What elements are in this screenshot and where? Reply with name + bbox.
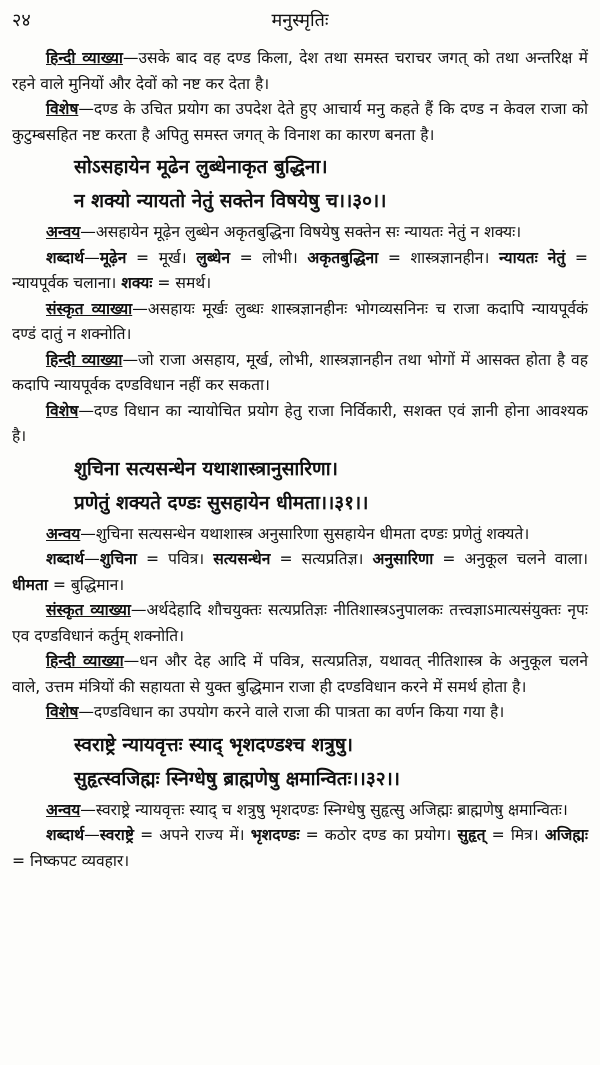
- paragraph-text: शुचिना सत्यसन्धेन यथाशास्त्र अनुसारिणा सुसहायेन धीमता दण्डः प्रणेतुं शक्यते।: [95, 524, 530, 543]
- gloss-meaning: मूर्ख।: [158, 248, 187, 267]
- verse-shloka: [12, 150, 588, 218]
- paragraph-text: असहायः मूर्खः लुब्धः शास्त्रज्ञानहीनः भोगव्यसनिनः च राजा कदापि न्यायपूर्वकं दण्डं दातुं न शक्नोति।: [12, 299, 588, 343]
- commentary-paragraph: विशेष—दण्ड के उचित प्रयोग का उपदेश देते हुए आचार्य मनु कहते हैं कि दण्ड न केवल राजा को कुटुम्बसहित नष्ट करता है अपितु समस्त जगत् के विनाश का कारण बनता है।: [12, 100, 588, 144]
- running-title: मनुस्मृतिः: [271, 10, 329, 31]
- section-label: शब्दार्थ: [46, 550, 85, 568]
- gloss-term: अनुसारिणा: [372, 550, 434, 568]
- gloss-meaning: सत्यप्रतिज्ञ।: [301, 550, 364, 568]
- gloss-meaning: निष्कपट व्यवहार।: [30, 851, 130, 870]
- section-label: शब्दार्थ: [46, 248, 85, 267]
- gloss-meaning: अपने राज्य में।: [159, 826, 245, 844]
- verse-line: शुचिना सत्यसन्धेन यथाशास्त्रानुसारिणा।: [74, 457, 338, 480]
- page-header: [12, 6, 588, 46]
- section-label: शब्दार्थ: [46, 826, 85, 844]
- word-meaning-paragraph: शब्दार्थ—शुचिना = पवित्र। सत्यसन्धेन = सत्यप्रतिज्ञ। अनुसारिणा = अनुकूल चलने वाला। धीमता = बुद्धिमान।: [12, 550, 589, 594]
- commentary-paragraph: विशेष—दण्डविधान का उपयोग करने वाले राजा की पात्रता का वर्णन किया गया है।: [46, 703, 505, 721]
- verse-line: सोऽसहायेन मूढेन लुब्धेनाकृत बुद्धिना।: [74, 156, 328, 178]
- gloss-term: शक्यः: [121, 274, 153, 292]
- section-label: हिन्दी व्याख्या: [46, 49, 123, 67]
- section-label: अन्वय: [46, 800, 81, 819]
- paragraph-text: धन और देह आदि में पवित्र, सत्यप्रतिज्ञ, यथावत् नीतिशास्त्र के अनुकूल चलने वाले, उत्तम मंत्रियों की सहायता से युक्त बुद्धिमान राजा ही दण्डविधान करने में समर्थ होता है।: [12, 652, 588, 696]
- gloss-meaning: मित्र।: [510, 826, 539, 844]
- page-number: २४: [12, 10, 31, 31]
- word-meaning-paragraph: शब्दार्थ—स्वराष्ट्रे = अपने राज्य में। भृशदण्डः = कठोर दण्ड का प्रयोग। सुहृत् = मित्र। अजिह्मः = निष्कपट व्यवहार।: [12, 826, 589, 870]
- verse-line: न शक्यो न्यायतो नेतुं सक्तेन विषयेषु च।।३०।।: [74, 190, 387, 212]
- paragraph-text: जो राजा असहाय, मूर्ख, लोभी, शास्त्रज्ञानहीन तथा भोगों में आसक्त होता है वह कदापि न्यायपूर्वक दण्डविधान नहीं कर सकता।: [12, 350, 588, 394]
- section-label: हिन्दी व्याख्या: [46, 350, 123, 369]
- section-label: अन्वय: [46, 524, 81, 543]
- section-label: विशेष: [46, 401, 79, 420]
- paragraph-text: उसके बाद वह दण्ड किला, देश तथा समस्त चराचर जगत् को तथा अन्तरिक्ष में रहने वाले मुनियों और देवों को नष्ट कर देता है।: [12, 49, 588, 93]
- commentary-paragraph: संस्कृत व्याख्या—अर्थदेहादि शौचयुक्तः सत्यप्रतिज्ञः नीतिशास्त्रऽनुपालकः तत्त्वज्ञाऽमात्यसंयुक्तः नृपः एव दण्डविधानं कर्तुम् शक्नोति।: [12, 601, 588, 645]
- gloss-meaning: न्यायपूर्वक चलाना।: [12, 274, 117, 292]
- gloss-term: भृशदण्डः: [250, 826, 300, 844]
- section-label: हिन्दी व्याख्या: [46, 652, 124, 670]
- paragraph-text: असहायेन मूढ़ेन लुब्धेन अकृतबुद्धिना विषयेषु सक्तेन सः न्यायतः नेतुं न शक्यः।: [95, 223, 522, 241]
- gloss-meaning: लोभी।: [262, 248, 298, 267]
- verse-line: स्वराष्ट्रे न्यायवृत्तः स्याद् भृशदण्डश्च शत्रुषु।: [74, 733, 354, 756]
- gloss-term: सत्यसन्धेन: [213, 550, 271, 568]
- commentary-paragraph: हिन्दी व्याख्या—जो राजा असहाय, मूर्ख, लोभी, शास्त्रज्ञानहीन तथा भोगों में आसक्त होता है वह कदापि न्यायपूर्वक दण्डविधान नहीं कर सकता।: [12, 350, 588, 394]
- section-label: विशेष: [46, 100, 79, 118]
- gloss-meaning: अनुकूल चलने वाला।: [464, 550, 589, 568]
- word-meaning-paragraph: शब्दार्थ—मूढ़ेन = मूर्ख। लुब्धेन = लोभी। अकृतबुद्धिना = शास्त्रज्ञानहीन। न्यायतः नेतुं = न्यायपूर्वक चलाना। शक्यः = समर्थ।: [12, 248, 588, 292]
- page-content: [12, 46, 588, 874]
- commentary-paragraph: हिन्दी व्याख्या—उसके बाद वह दण्ड किला, देश तथा समस्त चराचर जगत् को तथा अन्तरिक्ष में रहने वाले मुनियों और देवों को नष्ट कर देता है।: [12, 49, 588, 93]
- section-label: अन्वय: [46, 223, 81, 241]
- gloss-meaning: बुद्धिमान।: [70, 575, 125, 594]
- paragraph-text: दण्डविधान का उपयोग करने वाले राजा की पात्रता का वर्णन किया गया है।: [93, 703, 505, 721]
- verse-line: प्रणेतुं शक्यते दण्डः सुसहायेन धीमता।।३१।।: [74, 491, 369, 514]
- paragraph-text: दण्ड के उचित प्रयोग का उपदेश देते हुए आचार्य मनु कहते हैं कि दण्ड न केवल राजा को कुटुम्बसहित नष्ट करता है अपितु समस्त जगत् के विनाश का कारण बनता है।: [12, 100, 588, 144]
- gloss-term: लुब्धेन: [196, 248, 230, 267]
- paragraph-text: दण्ड विधान का न्यायोचित प्रयोग हेतु राजा निर्विकारी, सशक्त एवं ज्ञानी होना आवश्यक है।: [12, 401, 588, 445]
- gloss-term: स्वराष्ट्रे: [99, 826, 134, 844]
- gloss-term: अजिह्मः: [544, 826, 589, 844]
- commentary-paragraph: संस्कृत व्याख्या—असहायः मूर्खः लुब्धः शास्त्रज्ञानहीनः भोगव्यसनिनः च राजा कदापि न्यायपूर्वकं दण्डं दातुं न शक्नोति।: [12, 299, 588, 343]
- gloss-term: शुचिना: [99, 550, 137, 568]
- gloss-meaning: समर्थ।: [175, 274, 212, 292]
- verse-shloka: [12, 452, 588, 520]
- gloss-meaning: पवित्र।: [168, 550, 205, 568]
- commentary-paragraph: हिन्दी व्याख्या—धन और देह आदि में पवित्र, सत्यप्रतिज्ञ, यथावत् नीतिशास्त्र के अनुकूल चलने वाले, उत्तम मंत्रियों की सहायता से युक्त बुद्धिमान राजा ही दण्डविधान करने में समर्थ होता है।: [12, 652, 588, 696]
- verse-shloka: [12, 728, 588, 796]
- commentary-paragraph: अन्वय—स्वराष्ट्रे न्यायवृत्तः स्याद् च शत्रुषु भृशदण्डः स्निग्धेषु सुहृत्सु अजिह्मः ब्राह्मणेषु क्षमान्वितः।: [46, 800, 568, 819]
- section-label: विशेष: [46, 703, 79, 721]
- gloss-term: सुहृत्: [457, 826, 486, 844]
- gloss-meaning: शास्त्रज्ञानहीन।: [410, 248, 490, 267]
- commentary-paragraph: विशेष—दण्ड विधान का न्यायोचित प्रयोग हेतु राजा निर्विकारी, सशक्त एवं ज्ञानी होना आवश्यक है।: [12, 401, 588, 445]
- gloss-term: न्यायतः नेतुं: [498, 248, 566, 267]
- section-label: संस्कृत व्याख्या: [46, 299, 133, 318]
- verse-line: सुहृत्स्वजिह्मः स्निग्धेषु ब्राह्मणेषु क्षमान्वितः।।३२।।: [74, 767, 400, 790]
- gloss-meaning: कठोर दण्ड का प्रयोग।: [324, 826, 452, 844]
- section-label: संस्कृत व्याख्या: [46, 601, 131, 619]
- gloss-term: मूढ़ेन: [99, 248, 127, 267]
- paragraph-text: अर्थदेहादि शौचयुक्तः सत्यप्रतिज्ञः नीतिशास्त्रऽनुपालकः तत्त्वज्ञाऽमात्यसंयुक्तः नृपः एव दण्डविधानं कर्तुम् शक्नोति।: [12, 601, 588, 645]
- commentary-paragraph: अन्वय—असहायेन मूढ़ेन लुब्धेन अकृतबुद्धिना विषयेषु सक्तेन सः न्यायतः नेतुं न शक्यः।: [46, 223, 522, 241]
- gloss-term: अकृतबुद्धिना: [307, 248, 379, 267]
- gloss-term: धीमता: [12, 575, 48, 594]
- paragraph-text: स्वराष्ट्रे न्यायवृत्तः स्याद् च शत्रुषु भृशदण्डः स्निग्धेषु सुहृत्सु अजिह्मः ब्राह्मणेषु क्षमान्वितः।: [95, 800, 568, 819]
- commentary-paragraph: अन्वय—शुचिना सत्यसन्धेन यथाशास्त्र अनुसारिणा सुसहायेन धीमता दण्डः प्रणेतुं शक्यते।: [46, 524, 530, 543]
